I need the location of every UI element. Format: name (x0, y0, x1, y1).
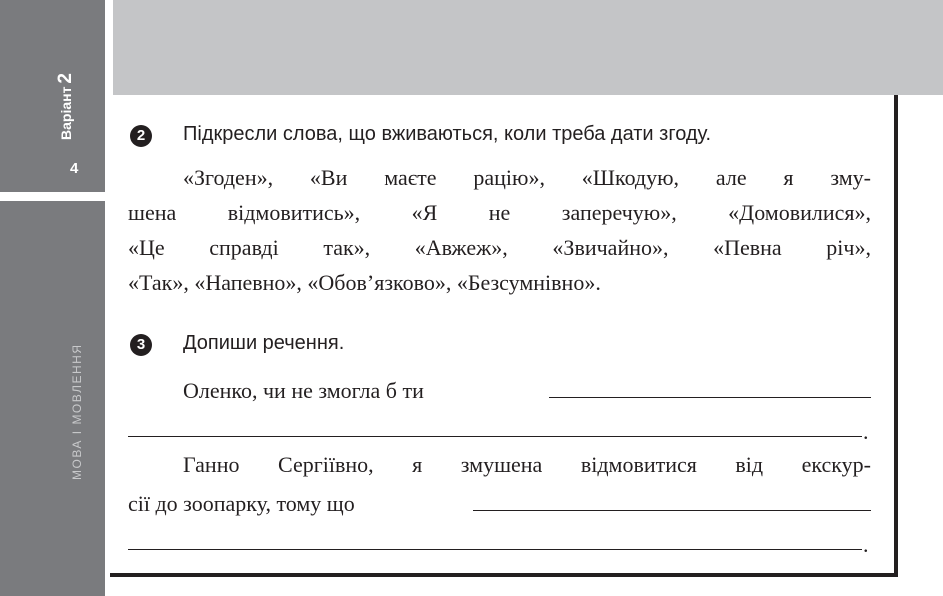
sidebar-top-tab (0, 0, 105, 192)
sentence-2-line-1: Ганно Сергіївно, я змушена відмовитися від екскур- (183, 452, 871, 477)
page-number: 4 (70, 160, 79, 177)
header-band (113, 0, 943, 95)
end-dot-1: . (863, 419, 869, 444)
answer-line-1b[interactable] (128, 436, 862, 437)
variant-label (55, 73, 77, 140)
sentence-2-line-2: сії до зоопарку, тому що (128, 491, 355, 516)
sentence-1-start: Оленко, чи не змогла б ти (183, 378, 424, 403)
answer-line-2a[interactable] (473, 510, 871, 511)
answer-line-2b[interactable] (128, 549, 862, 550)
task-2-text-line-3: «Це справді так», «Авжеж», «Звичайно», «Певна річ», (128, 235, 871, 260)
variant-number: 2 (55, 72, 76, 84)
task-2-instruction: Підкресли слова, що вживаються, коли треба дати згоду. (183, 123, 712, 145)
task-2-text-line-1: «Згоден», «Ви маєте рацію», «Шкодую, але я зму- (183, 165, 871, 190)
end-dot-2: . (863, 532, 869, 557)
task-2-number-badge: 2 (130, 125, 152, 147)
task-2-text-line-2: шена відмовитись», «Я не заперечую», «Домовилися», (128, 200, 871, 225)
sidebar-bottom-tab (0, 201, 105, 596)
task-3-number-badge: 3 (130, 334, 152, 356)
task-2-text-line-4: «Так», «Напевно», «Обов’язково», «Безсумнівно». (128, 270, 601, 295)
task-3-instruction: Допиши речення. (183, 332, 345, 354)
section-label: МОВА І МОВЛЕННЯ (70, 343, 84, 480)
variant-word: Варіант (58, 86, 74, 140)
answer-line-1a[interactable] (549, 397, 871, 398)
